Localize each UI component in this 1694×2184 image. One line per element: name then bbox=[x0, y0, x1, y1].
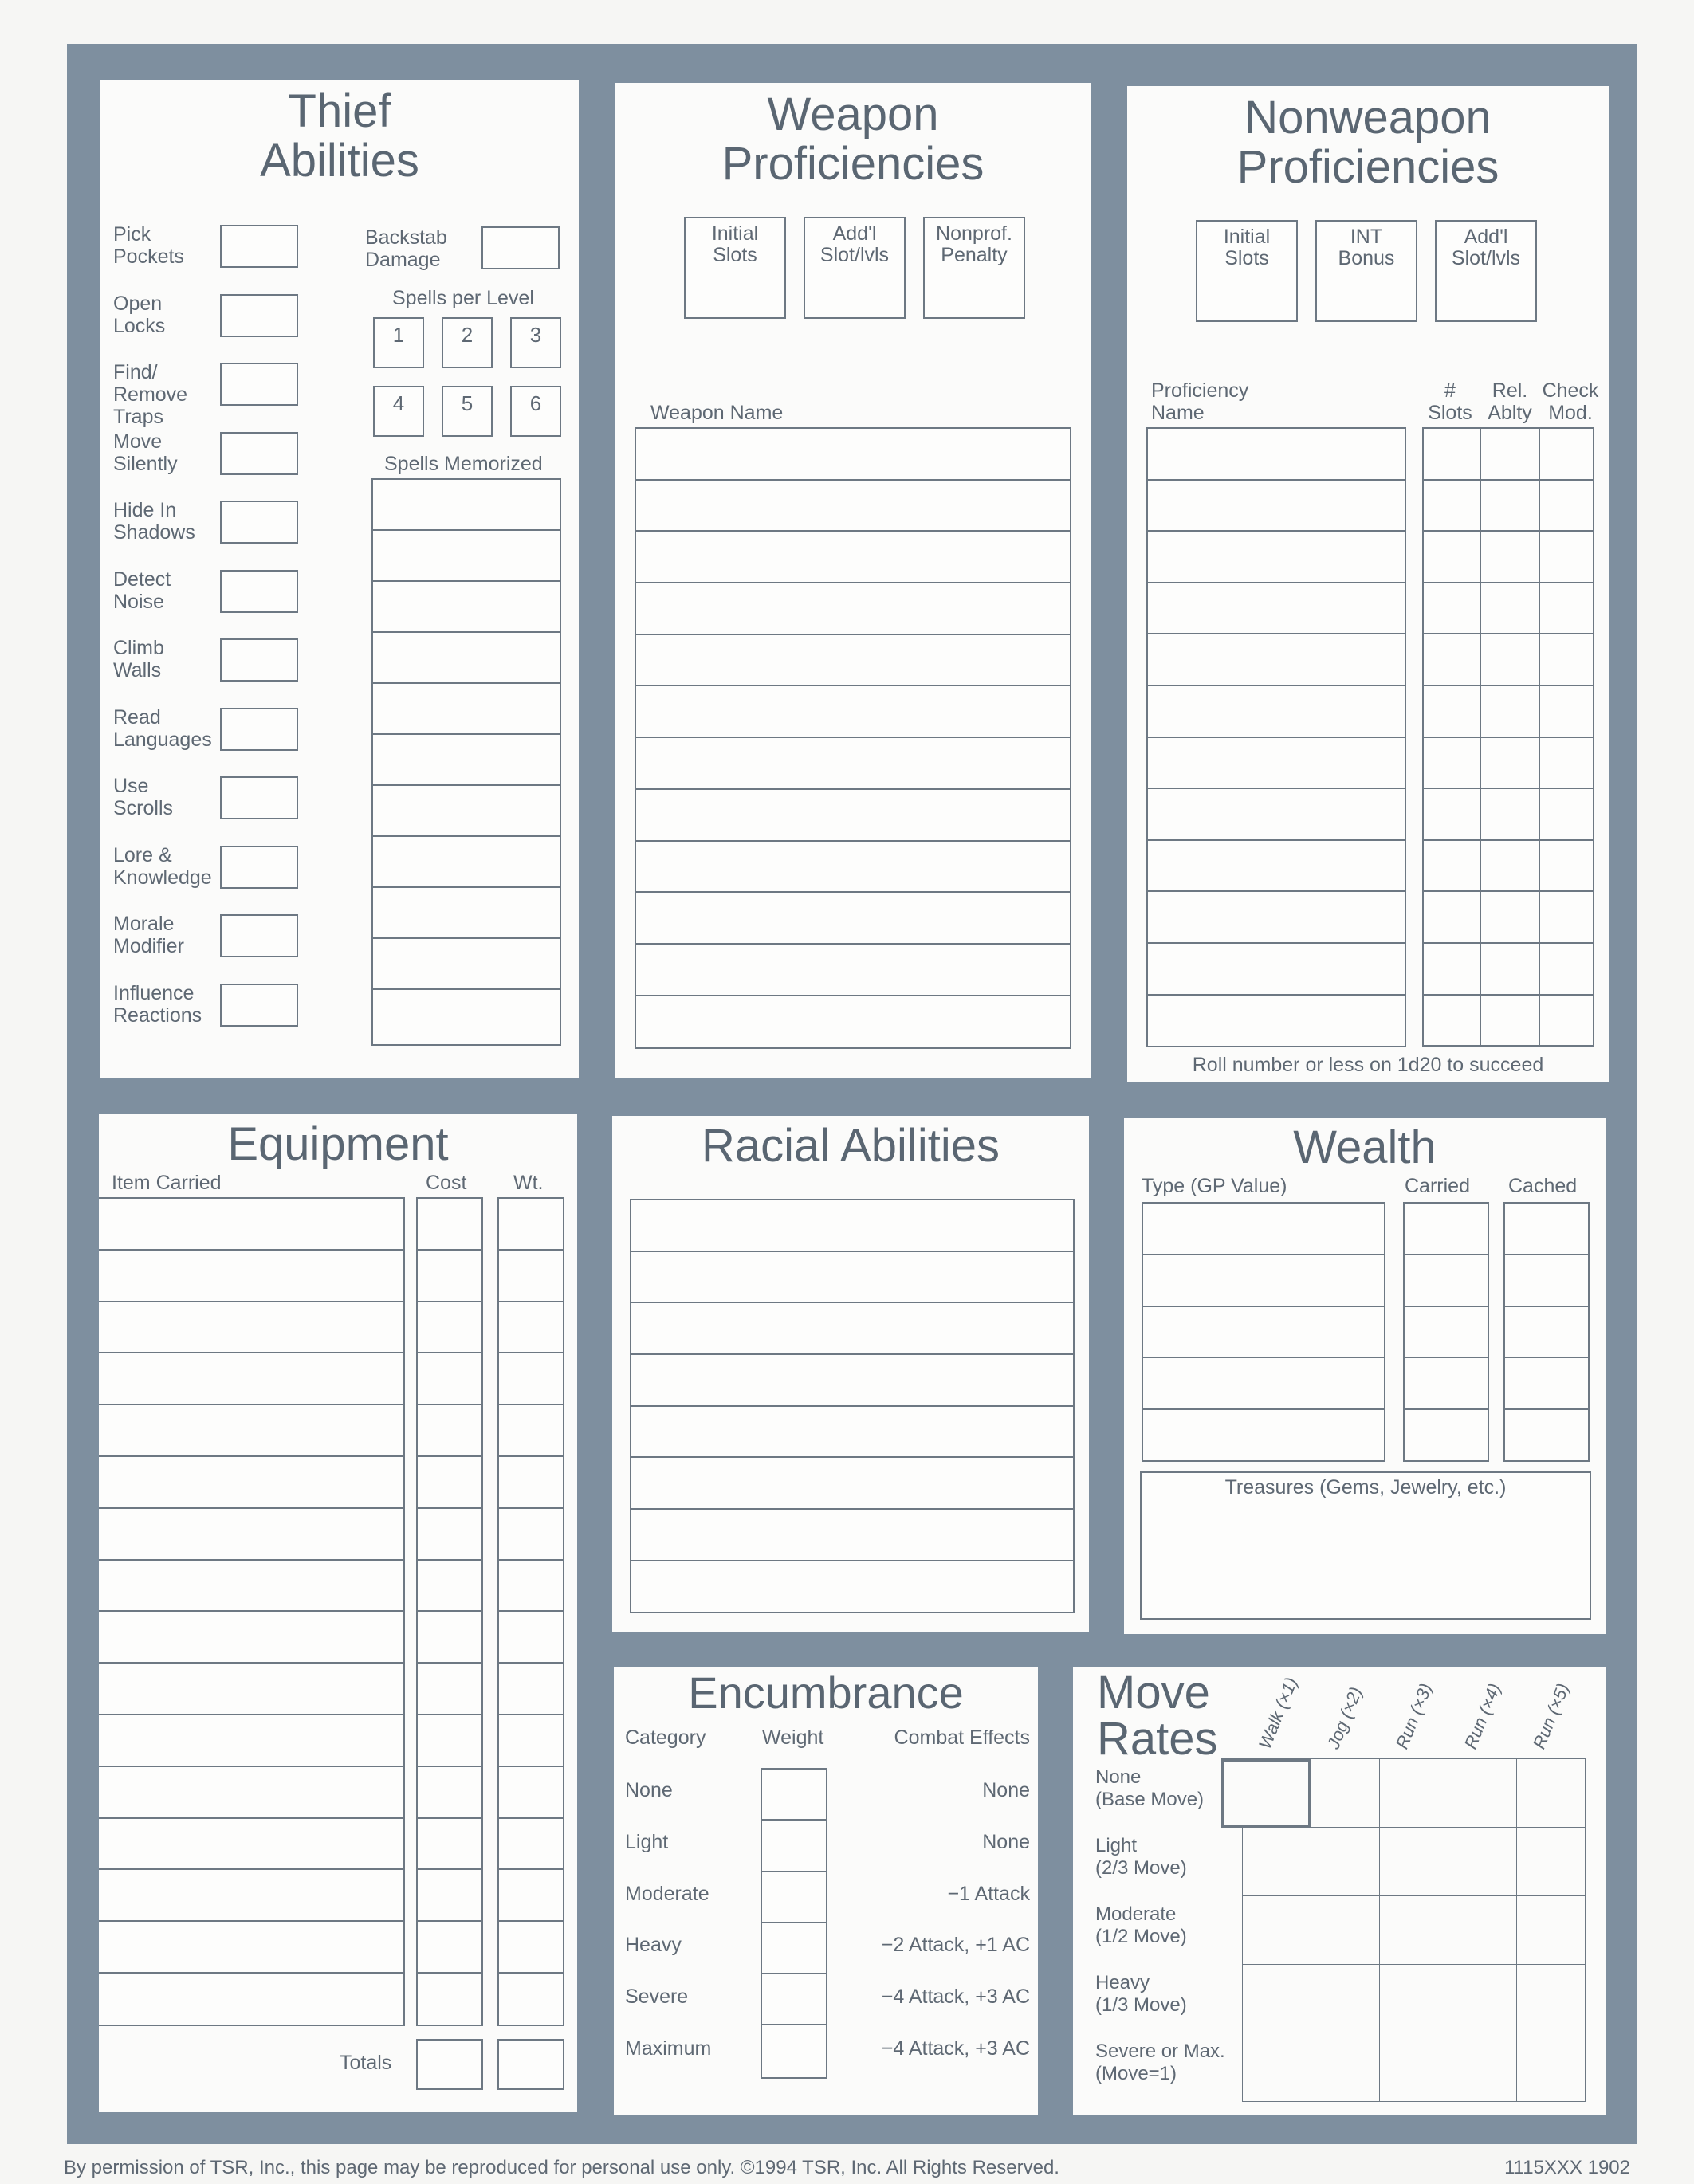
table-row[interactable] bbox=[1405, 1255, 1488, 1307]
table-row[interactable] bbox=[418, 1819, 481, 1871]
encumbrance-effect: −4 Attack, +3 AC bbox=[881, 2037, 1030, 2060]
table-row[interactable] bbox=[1424, 583, 1593, 635]
table-row[interactable] bbox=[99, 1974, 403, 2025]
encumbrance-effect: −4 Attack, +3 AC bbox=[881, 1986, 1030, 2009]
table-row[interactable] bbox=[499, 1612, 563, 1664]
equipment-cost-column[interactable] bbox=[416, 1197, 483, 2026]
thief-skill-score-box[interactable] bbox=[220, 570, 298, 613]
table-row[interactable] bbox=[499, 1767, 563, 1819]
move-title-line2: Rates bbox=[1097, 1713, 1218, 1765]
spells-memorized-list[interactable] bbox=[371, 478, 561, 1046]
move-rate-cell[interactable] bbox=[1311, 1758, 1380, 1828]
table-row[interactable] bbox=[636, 996, 1070, 1048]
move-rate-row-label: Heavy (1/3 Move) bbox=[1095, 1972, 1187, 2016]
move-rate-column-label: Run (×5) bbox=[1528, 1680, 1574, 1752]
move-rate-cell[interactable] bbox=[1516, 1827, 1586, 1896]
move-title-line1: Move bbox=[1097, 1667, 1210, 1719]
encumbrance-category: Light bbox=[625, 1830, 669, 1853]
wealth-cached-list[interactable] bbox=[1503, 1202, 1590, 1462]
table-row[interactable] bbox=[636, 790, 1070, 842]
weapon-proficiencies-panel bbox=[615, 83, 1091, 1078]
table-row[interactable] bbox=[418, 1664, 481, 1715]
column-divider bbox=[1480, 429, 1481, 1046]
encumbrance-weight-column[interactable] bbox=[761, 1768, 827, 2079]
proficiency-stat-list[interactable] bbox=[1422, 427, 1594, 1047]
table-row[interactable] bbox=[1505, 1410, 1588, 1462]
table-row[interactable] bbox=[99, 1302, 403, 1354]
table-row[interactable] bbox=[99, 1870, 403, 1922]
table-row[interactable] bbox=[99, 1715, 403, 1767]
nonweapon-title-line1: Nonweapon bbox=[1244, 92, 1492, 143]
table-row[interactable] bbox=[499, 1870, 563, 1922]
table-row[interactable] bbox=[1148, 789, 1405, 841]
table-row[interactable] bbox=[1148, 532, 1405, 583]
table-row[interactable] bbox=[1424, 634, 1593, 686]
wt-label: Wt. bbox=[513, 1172, 544, 1194]
table-row[interactable] bbox=[99, 1457, 403, 1509]
total-cost-box[interactable] bbox=[416, 2039, 483, 2090]
table-row[interactable] bbox=[99, 1405, 403, 1457]
move-rate-cell[interactable] bbox=[1516, 1895, 1586, 1965]
table-row[interactable] bbox=[499, 1457, 563, 1509]
table-row[interactable] bbox=[1143, 1204, 1384, 1255]
table-row[interactable] bbox=[499, 1715, 563, 1767]
encumbrance-effect: None bbox=[982, 1779, 1030, 1801]
table-row[interactable] bbox=[1424, 429, 1593, 481]
thief-skill-label: Move Silently bbox=[113, 430, 178, 475]
table-row[interactable] bbox=[1148, 841, 1405, 893]
move-rate-cell[interactable] bbox=[1448, 1758, 1517, 1828]
table-row[interactable] bbox=[418, 1509, 481, 1561]
table-row[interactable] bbox=[631, 1458, 1073, 1510]
treasures-label: Treasures (Gems, Jewelry, etc.) bbox=[1224, 1476, 1507, 1499]
move-rate-cell[interactable] bbox=[1448, 2033, 1517, 2102]
table-row[interactable] bbox=[762, 2025, 826, 2076]
move-rate-column-label: Walk (×1) bbox=[1254, 1674, 1302, 1752]
proficiency-name-label: Proficiency Name bbox=[1151, 379, 1249, 424]
thief-abilities-panel bbox=[100, 80, 579, 1078]
table-row[interactable] bbox=[1424, 738, 1593, 790]
table-row[interactable] bbox=[1424, 892, 1593, 944]
table-row[interactable] bbox=[373, 939, 560, 990]
weapon-title-line2: Proficiencies bbox=[721, 138, 985, 190]
spell-level-box[interactable]: 6 bbox=[510, 386, 561, 437]
encumbrance-category: None bbox=[625, 1779, 673, 1801]
table-row[interactable] bbox=[418, 1612, 481, 1664]
table-row[interactable] bbox=[418, 1870, 481, 1922]
move-rate-cell[interactable] bbox=[1379, 1895, 1448, 1965]
thief-skill-score-box[interactable] bbox=[220, 984, 298, 1027]
table-row[interactable] bbox=[499, 1199, 563, 1251]
table-row[interactable] bbox=[499, 1302, 563, 1354]
table-row[interactable] bbox=[1505, 1307, 1588, 1359]
table-row[interactable] bbox=[373, 480, 560, 531]
table-row[interactable] bbox=[418, 1405, 481, 1457]
table-row[interactable] bbox=[636, 429, 1070, 481]
weapon-header-box[interactable]: Nonprof. Penalty bbox=[923, 217, 1025, 319]
thief-skill-label: Climb Walls bbox=[113, 637, 164, 682]
move-rate-cell[interactable] bbox=[1448, 1827, 1517, 1896]
encumbrance-category: Maximum bbox=[625, 2037, 712, 2060]
encumbrance-category: Severe bbox=[625, 1986, 689, 2009]
table-row[interactable] bbox=[418, 1767, 481, 1819]
encumbrance-effect: −1 Attack bbox=[947, 1882, 1030, 1905]
backstab-label: Backstab Damage bbox=[365, 226, 447, 271]
move-rate-cell[interactable] bbox=[1448, 1895, 1517, 1965]
weapon-name-label: Weapon Name bbox=[650, 402, 784, 424]
table-row[interactable] bbox=[762, 1770, 826, 1821]
table-row[interactable] bbox=[631, 1561, 1073, 1613]
move-rate-cell[interactable] bbox=[1311, 1895, 1380, 1965]
thief-skill-score-box[interactable] bbox=[220, 363, 298, 406]
table-row[interactable] bbox=[636, 583, 1070, 635]
table-row[interactable] bbox=[631, 1200, 1073, 1252]
move-rate-cell[interactable] bbox=[1379, 1758, 1448, 1828]
slots-label: # Slots bbox=[1428, 379, 1472, 424]
table-row[interactable] bbox=[499, 1922, 563, 1974]
table-row[interactable] bbox=[1148, 944, 1405, 996]
thief-skill-score-box[interactable] bbox=[220, 914, 298, 957]
move-rate-cell[interactable] bbox=[1516, 2033, 1586, 2102]
table-row[interactable] bbox=[373, 888, 560, 939]
nonweapon-proficiencies-panel bbox=[1127, 86, 1609, 1082]
table-row[interactable] bbox=[1143, 1358, 1384, 1410]
equipment-item-list[interactable] bbox=[99, 1197, 405, 2026]
thief-skill-label: Lore & Knowledge bbox=[113, 843, 212, 889]
table-row[interactable] bbox=[418, 1561, 481, 1612]
move-rate-cell[interactable] bbox=[1516, 1758, 1586, 1828]
spell-level-box[interactable]: 3 bbox=[510, 317, 561, 368]
table-row[interactable] bbox=[1424, 944, 1593, 996]
thief-skill-score-box[interactable] bbox=[220, 776, 298, 819]
table-row[interactable] bbox=[373, 531, 560, 582]
move-rate-cell[interactable] bbox=[1311, 1964, 1380, 2033]
table-row[interactable] bbox=[99, 1612, 403, 1664]
type-gp-label: Type (GP Value) bbox=[1142, 1175, 1287, 1197]
table-row[interactable] bbox=[499, 1405, 563, 1457]
table-row[interactable] bbox=[1148, 892, 1405, 944]
equipment-weight-column[interactable] bbox=[497, 1197, 564, 2026]
table-row[interactable] bbox=[1424, 841, 1593, 893]
thief-skill-label: Influence Reactions bbox=[113, 981, 202, 1027]
move-rate-row-label: Light (2/3 Move) bbox=[1095, 1835, 1187, 1879]
thief-skill-score-box[interactable] bbox=[220, 638, 298, 682]
move-rate-column-label: Jog (×2) bbox=[1323, 1683, 1366, 1752]
table-row[interactable] bbox=[631, 1355, 1073, 1407]
table-row[interactable] bbox=[762, 1872, 826, 1923]
carried-label: Carried bbox=[1405, 1175, 1470, 1197]
thief-title-line2: Abilities bbox=[260, 135, 419, 187]
table-row[interactable] bbox=[631, 1252, 1073, 1304]
encumbrance-category: Heavy bbox=[625, 1934, 682, 1957]
table-row[interactable] bbox=[1424, 532, 1593, 583]
table-row[interactable] bbox=[418, 1715, 481, 1767]
table-row[interactable] bbox=[1148, 996, 1405, 1047]
totals-label: Totals bbox=[340, 2052, 392, 2074]
thief-skill-label: Read Languages bbox=[113, 705, 212, 751]
combat-effects-label: Combat Effects bbox=[894, 1726, 1030, 1749]
table-row[interactable] bbox=[99, 1561, 403, 1612]
table-row[interactable] bbox=[418, 1302, 481, 1354]
table-row[interactable] bbox=[373, 786, 560, 837]
table-row[interactable] bbox=[1148, 738, 1405, 790]
encumbrance-effect: −2 Attack, +1 AC bbox=[881, 1934, 1030, 1957]
spells-memorized-label: Spells Memorized bbox=[384, 453, 543, 475]
table-row[interactable] bbox=[1405, 1410, 1488, 1462]
table-row[interactable] bbox=[499, 1819, 563, 1871]
total-weight-box[interactable] bbox=[497, 2039, 564, 2090]
move-rate-cell[interactable] bbox=[1242, 1895, 1311, 1965]
table-row[interactable] bbox=[99, 1509, 403, 1561]
table-row[interactable] bbox=[373, 582, 560, 633]
table-row[interactable] bbox=[1424, 789, 1593, 841]
item-carried-label: Item Carried bbox=[112, 1172, 222, 1194]
table-row[interactable] bbox=[1505, 1255, 1588, 1307]
table-row[interactable] bbox=[762, 1923, 826, 1974]
table-row[interactable] bbox=[636, 686, 1070, 738]
table-row[interactable] bbox=[1424, 481, 1593, 532]
table-row[interactable] bbox=[631, 1303, 1073, 1355]
table-row[interactable] bbox=[636, 893, 1070, 945]
backstab-damage-box[interactable] bbox=[481, 226, 560, 269]
spell-level-box[interactable]: 5 bbox=[442, 386, 493, 437]
move-rate-row-label: Severe or Max. (Move=1) bbox=[1095, 2041, 1225, 2084]
move-rate-cell[interactable] bbox=[1242, 1827, 1311, 1896]
table-row[interactable] bbox=[499, 1353, 563, 1405]
table-row[interactable] bbox=[99, 1819, 403, 1871]
proficiency-name-list[interactable] bbox=[1146, 427, 1406, 1047]
table-row[interactable] bbox=[762, 1821, 826, 1872]
equipment-title: Equipment bbox=[227, 1118, 449, 1170]
table-row[interactable] bbox=[1405, 1204, 1488, 1255]
table-row[interactable] bbox=[499, 1664, 563, 1715]
nonweapon-header-box[interactable]: Initial Slots bbox=[1196, 220, 1298, 322]
thief-skill-score-box[interactable] bbox=[220, 294, 298, 337]
table-row[interactable] bbox=[636, 532, 1070, 583]
copyright-notice: By permission of TSR, Inc., this page may be reproduced for personal use only. ©1994 TSR, Inc. All Rights Reserved. bbox=[64, 2157, 1059, 2178]
table-row[interactable] bbox=[636, 738, 1070, 790]
table-row[interactable] bbox=[1405, 1307, 1488, 1359]
table-row[interactable] bbox=[373, 837, 560, 888]
thief-skill-score-box[interactable] bbox=[220, 501, 298, 544]
table-row[interactable] bbox=[1148, 583, 1405, 635]
racial-abilities-panel bbox=[612, 1116, 1089, 1632]
nonweapon-header-box[interactable]: INT Bonus bbox=[1315, 220, 1417, 322]
table-row[interactable] bbox=[1424, 686, 1593, 738]
table-row[interactable] bbox=[1505, 1204, 1588, 1255]
move-rate-cell[interactable] bbox=[1379, 1964, 1448, 2033]
move-rate-cell[interactable] bbox=[1379, 2033, 1448, 2102]
thief-title-line1: Thief bbox=[288, 85, 391, 137]
table-row[interactable] bbox=[631, 1510, 1073, 1561]
nonweapon-header-box[interactable]: Add'l Slot/lvls bbox=[1435, 220, 1537, 322]
table-row[interactable] bbox=[499, 1509, 563, 1561]
table-row[interactable] bbox=[418, 1457, 481, 1509]
equipment-panel bbox=[99, 1114, 577, 2112]
thief-skill-score-box[interactable] bbox=[220, 708, 298, 751]
move-rates-panel bbox=[1073, 1667, 1606, 2115]
spell-level-box[interactable]: 1 bbox=[373, 317, 424, 368]
weapon-title-line1: Weapon bbox=[767, 88, 939, 140]
encumbrance-category: Moderate bbox=[625, 1882, 709, 1905]
table-row[interactable] bbox=[636, 635, 1070, 687]
table-row[interactable] bbox=[499, 1974, 563, 2025]
thief-skill-label: Morale Modifier bbox=[113, 913, 184, 957]
encumbrance-panel bbox=[614, 1667, 1038, 2115]
table-row[interactable] bbox=[99, 1922, 403, 1974]
racial-abilities-list[interactable] bbox=[630, 1199, 1075, 1613]
table-row[interactable] bbox=[636, 842, 1070, 894]
racial-title: Racial Abilities bbox=[702, 1120, 1000, 1172]
table-row[interactable] bbox=[499, 1561, 563, 1612]
nonweapon-footnote: Roll number or less on 1d20 to succeed bbox=[1192, 1054, 1544, 1076]
table-row[interactable] bbox=[1143, 1255, 1384, 1307]
wealth-panel bbox=[1124, 1118, 1606, 1634]
thief-skill-label: Detect Noise bbox=[113, 568, 171, 613]
thief-skill-label: Open Locks bbox=[113, 292, 166, 337]
table-row[interactable] bbox=[99, 1767, 403, 1819]
move-rate-column-label: Run (×4) bbox=[1460, 1680, 1505, 1752]
table-row[interactable] bbox=[1143, 1307, 1384, 1359]
table-row[interactable] bbox=[1148, 686, 1405, 738]
nonweapon-title-line2: Proficiencies bbox=[1236, 141, 1499, 193]
table-row[interactable] bbox=[1148, 481, 1405, 532]
table-row[interactable] bbox=[99, 1199, 403, 1251]
thief-skill-score-box[interactable] bbox=[220, 225, 298, 268]
move-rate-cell[interactable] bbox=[1516, 1964, 1586, 2033]
table-row[interactable] bbox=[499, 1251, 563, 1302]
table-row[interactable] bbox=[762, 1974, 826, 2025]
table-row[interactable] bbox=[373, 684, 560, 735]
table-row[interactable] bbox=[418, 1974, 481, 2025]
move-rate-cell[interactable] bbox=[1311, 2033, 1380, 2102]
spell-level-box[interactable]: 2 bbox=[442, 317, 493, 368]
table-row[interactable] bbox=[373, 633, 560, 684]
weapon-name-list[interactable] bbox=[635, 427, 1071, 1049]
product-code: 1115XXX 1902 bbox=[1504, 2157, 1630, 2178]
rel-ablty-label: Rel. Ablty bbox=[1488, 379, 1532, 424]
thief-skill-label: Use Scrolls bbox=[113, 775, 174, 819]
spells-per-level-label: Spells per Level bbox=[392, 287, 534, 309]
thief-skill-label: Find/ Remove Traps bbox=[113, 361, 188, 428]
weight-label: Weight bbox=[762, 1726, 824, 1749]
table-row[interactable] bbox=[418, 1353, 481, 1405]
treasures-box[interactable] bbox=[1140, 1471, 1591, 1620]
table-row[interactable] bbox=[418, 1251, 481, 1302]
cost-label: Cost bbox=[426, 1172, 467, 1194]
table-row[interactable] bbox=[418, 1199, 481, 1251]
move-rate-column-label: Run (×3) bbox=[1391, 1680, 1437, 1752]
thief-skill-label: Hide In Shadows bbox=[113, 499, 195, 544]
table-row[interactable] bbox=[1424, 996, 1593, 1047]
move-rate-row-label: Moderate (1/2 Move) bbox=[1095, 1903, 1187, 1947]
table-row[interactable] bbox=[373, 990, 560, 1041]
table-row[interactable] bbox=[636, 481, 1070, 532]
table-row[interactable] bbox=[99, 1353, 403, 1405]
encumbrance-effect: None bbox=[982, 1830, 1030, 1853]
table-row[interactable] bbox=[631, 1407, 1073, 1459]
table-row[interactable] bbox=[99, 1664, 403, 1715]
move-rate-cell[interactable] bbox=[1379, 1827, 1448, 1896]
table-row[interactable] bbox=[1505, 1358, 1588, 1410]
move-rate-cell[interactable] bbox=[1311, 1827, 1380, 1896]
table-row[interactable] bbox=[1148, 634, 1405, 686]
table-row[interactable] bbox=[1148, 429, 1405, 481]
table-row[interactable] bbox=[418, 1922, 481, 1974]
thief-skill-label: Pick Pockets bbox=[113, 223, 184, 268]
table-row[interactable] bbox=[1405, 1358, 1488, 1410]
weapon-header-box[interactable]: Add'l Slot/lvls bbox=[804, 217, 906, 319]
spell-level-box[interactable]: 4 bbox=[373, 386, 424, 437]
weapon-header-box[interactable]: Initial Slots bbox=[684, 217, 786, 319]
thief-skill-score-box[interactable] bbox=[220, 846, 298, 889]
move-rate-cell[interactable] bbox=[1221, 1758, 1311, 1828]
column-divider bbox=[1539, 429, 1540, 1046]
category-label: Category bbox=[625, 1726, 706, 1749]
move-rate-cell[interactable] bbox=[1448, 1964, 1517, 2033]
move-rate-row-label: None (Base Move) bbox=[1095, 1766, 1205, 1810]
table-row[interactable] bbox=[99, 1251, 403, 1302]
check-mod-label: Check Mod. bbox=[1542, 379, 1599, 424]
table-row[interactable] bbox=[373, 735, 560, 786]
wealth-title: Wealth bbox=[1293, 1121, 1437, 1173]
table-row[interactable] bbox=[636, 945, 1070, 996]
move-rate-cell[interactable] bbox=[1242, 1964, 1311, 2033]
table-row[interactable] bbox=[1143, 1410, 1384, 1462]
wealth-type-list[interactable] bbox=[1142, 1202, 1385, 1462]
thief-skill-score-box[interactable] bbox=[220, 432, 298, 475]
cached-label: Cached bbox=[1508, 1175, 1578, 1197]
wealth-carried-list[interactable] bbox=[1403, 1202, 1489, 1462]
encumbrance-title: Encumbrance bbox=[688, 1667, 964, 1718]
move-rate-cell[interactable] bbox=[1242, 2033, 1311, 2102]
